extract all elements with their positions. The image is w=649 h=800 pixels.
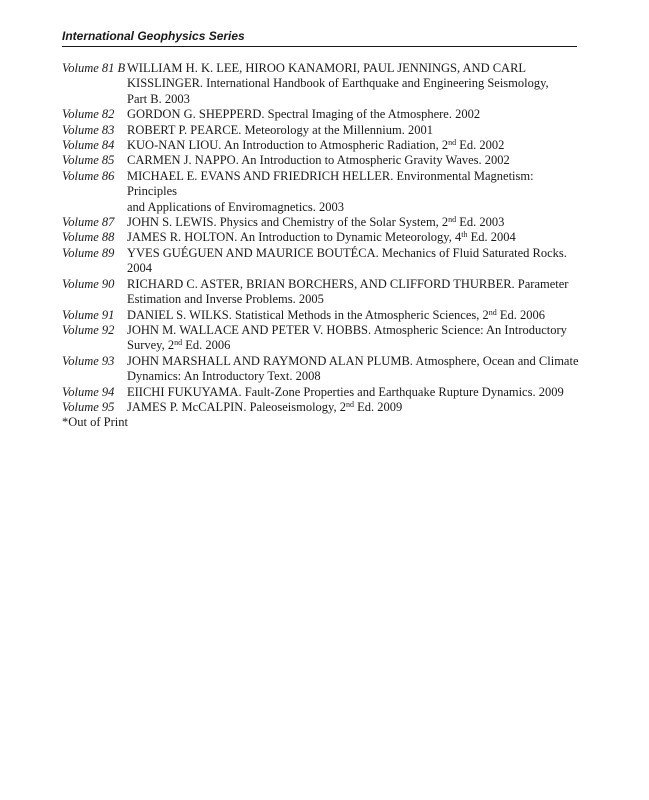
volume-number: Volume 82 [62, 107, 115, 122]
volume-citation [127, 153, 582, 168]
volume-entry [62, 400, 582, 415]
citation-line [127, 138, 582, 153]
volume-entry [62, 123, 582, 138]
volume-entry [62, 61, 582, 107]
citation-line: EIICHI FUKUYAMA. Fault-Zone Properties and Earthquake Rupture Dynamics. 2009 [127, 384, 564, 399]
volume-entry [62, 308, 582, 323]
citation-line: MICHAEL E. EVANS AND FRIEDRICH HELLER. Environmental Magnetism: Principles [127, 168, 534, 199]
volume-number: Volume 89 [62, 245, 115, 260]
volume-entry [62, 385, 582, 400]
volume-number: Volume 94 [62, 384, 115, 399]
citation-line: and Applications of Enviromagnetics. 2003 [127, 199, 344, 214]
citation-text: Ed. 2009 [354, 399, 403, 414]
citation-text: Survey, 2 [127, 338, 175, 353]
citation-line: CARMEN J. NAPPO. An Introduction to Atmospheric Gravity Waves. 2002 [127, 153, 510, 168]
volume-number: Volume 93 [62, 353, 115, 368]
citation-line: Dynamics: An Introductory Text. 2008 [127, 369, 321, 384]
volume-citation [127, 277, 582, 308]
citation-line [127, 308, 582, 323]
edition-suffix: nd [488, 307, 497, 317]
running-header [62, 28, 577, 47]
volume-citation [127, 230, 582, 245]
volume-citation [127, 246, 582, 277]
edition-suffix: nd [448, 138, 457, 148]
volume-citation [127, 385, 582, 400]
volume-entry [62, 215, 582, 230]
volume-entry [62, 153, 582, 168]
volume-citation [127, 354, 582, 385]
volume-citation [127, 138, 582, 153]
volume-number: Volume 90 [62, 276, 115, 291]
citation-line: RICHARD C. ASTER, BRIAN BORCHERS, AND CLIFFORD THURBER. Parameter [127, 276, 569, 291]
citation-line [127, 400, 582, 415]
citation-text: Ed. 2004 [467, 230, 516, 245]
edition-suffix: nd [174, 338, 183, 348]
citation-text: KUO-NAN LIOU. An Introduction to Atmospheric Radiation, 2 [127, 138, 449, 153]
volume-number: Volume 95 [62, 399, 115, 414]
citation-line [127, 215, 582, 230]
edition-suffix: th [461, 230, 468, 240]
volume-number: Volume 85 [62, 153, 115, 168]
citation-text: Ed. 2003 [456, 215, 505, 230]
citation-line: KISSLINGER. International Handbook of Earthquake and Engineering Seismology, [127, 76, 549, 91]
out-of-print-footnote: *Out of Print [62, 415, 128, 430]
citation-line: Part B. 2003 [127, 91, 190, 106]
volume-number: Volume 81 B [62, 61, 126, 75]
volume-citation [127, 169, 582, 215]
volume-entry [62, 354, 582, 385]
citation-line: WILLIAM H. K. LEE, HIROO KANAMORI, PAUL JENNINGS, AND CARL [127, 61, 527, 75]
citation-line: YVES GUÉGUEN AND MAURICE BOUTÉCA. Mechanics of Fluid Saturated Rocks. 2004 [127, 245, 567, 276]
volume-number: Volume 84 [62, 138, 115, 153]
citation-text: JAMES P. McCALPIN. Paleoseismology, 2 [127, 399, 346, 414]
volume-entry [62, 169, 582, 215]
citation-text: DANIEL S. WILKS. Statistical Methods in the Atmospheric Sciences, 2 [127, 307, 489, 322]
volume-citation [127, 215, 582, 230]
citation-line: Estimation and Inverse Problems. 2005 [127, 292, 324, 307]
volume-citation [127, 400, 582, 415]
volume-list [62, 61, 582, 431]
citation-text: JOHN S. LEWIS. Physics and Chemistry of the Solar System, 2 [127, 215, 449, 230]
citation-line: JOHN MARSHALL AND RAYMOND ALAN PLUMB. Atmosphere, Ocean and Climate [127, 353, 579, 368]
citation-line [127, 338, 582, 353]
volume-citation [127, 107, 582, 122]
volume-number: Volume 88 [62, 230, 115, 245]
volume-entry [62, 277, 582, 308]
citation-line [127, 230, 582, 245]
citation-line: JOHN M. WALLACE AND PETER V. HOBBS. Atmospheric Science: An Introductory [127, 322, 567, 337]
citation-text: JAMES R. HOLTON. An Introduction to Dynamic Meteorology, 4 [127, 230, 462, 245]
edition-suffix: nd [448, 215, 457, 225]
volume-entry [62, 323, 582, 354]
volume-citation [127, 323, 582, 354]
volume-entry [62, 246, 582, 277]
edition-suffix: nd [346, 399, 354, 409]
citation-text: Ed. 2002 [456, 138, 505, 153]
citation-line: GORDON G. SHEPPERD. Spectral Imaging of the Atmosphere. 2002 [127, 107, 481, 122]
volume-entry [62, 107, 582, 122]
volume-citation [127, 61, 582, 107]
volume-citation [127, 308, 582, 323]
citation-line: ROBERT P. PEARCE. Meteorology at the Millennium. 2001 [127, 122, 433, 137]
volume-entry [62, 230, 582, 245]
volume-citation [127, 123, 582, 138]
citation-text: Ed. 2006 [496, 307, 546, 322]
volume-number: Volume 91 [62, 307, 115, 322]
series-title: International Geophysics Series [62, 29, 245, 43]
volume-number: Volume 87 [62, 215, 115, 230]
volume-number: Volume 83 [62, 122, 115, 137]
volume-number: Volume 86 [62, 168, 115, 183]
citation-text: Ed. 2006 [182, 338, 231, 353]
volume-number: Volume 92 [62, 322, 115, 337]
volume-entry [62, 138, 582, 153]
